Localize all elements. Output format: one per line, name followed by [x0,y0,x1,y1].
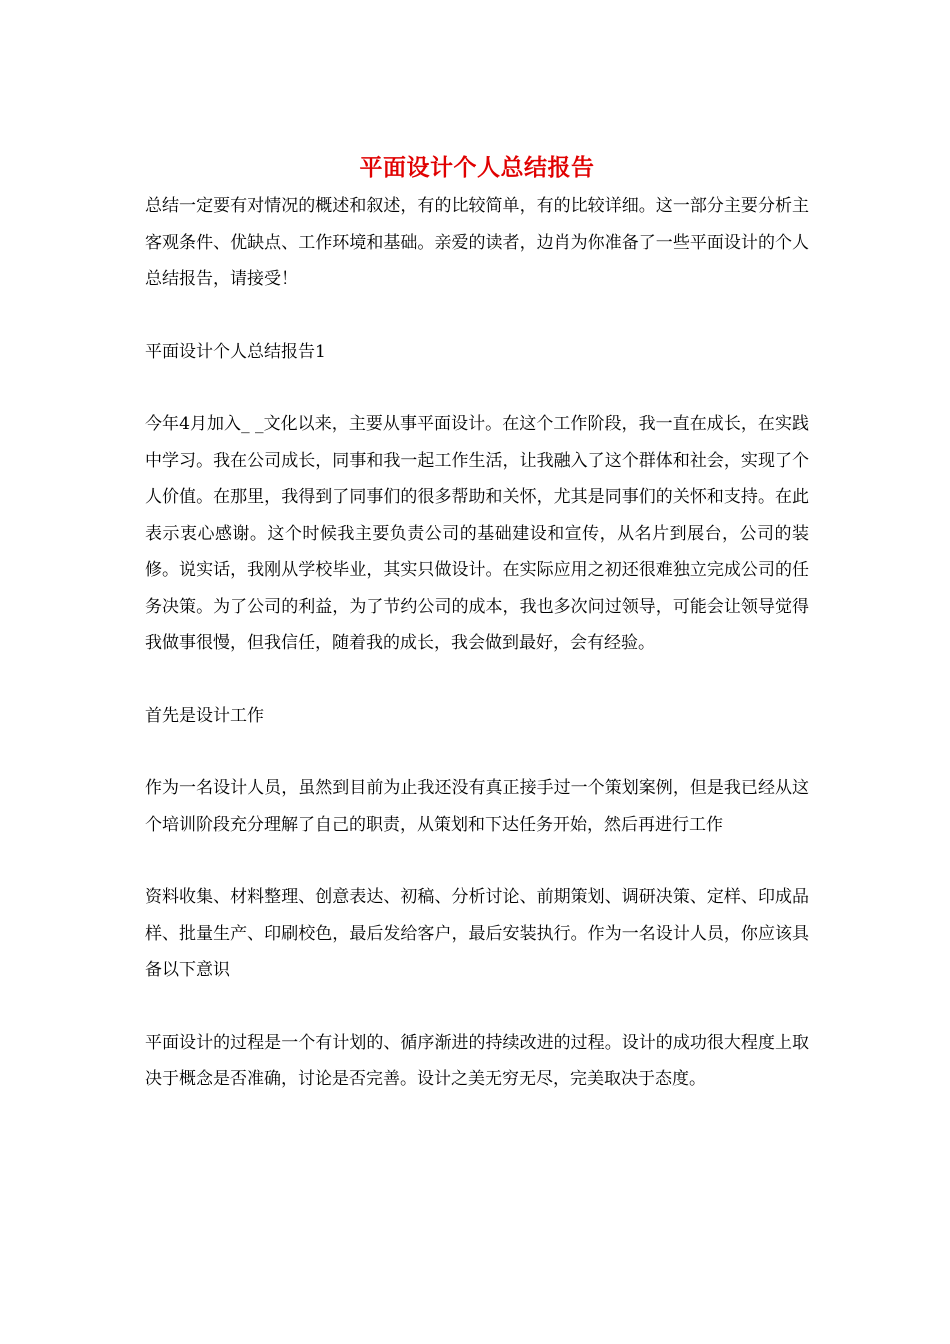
body-paragraph-process: 平面设计的过程是一个有计划的、循序渐进的持续改进的过程。设计的成功很大程度上取决于概念是否准确，讨论是否完善。设计之美无穷无尽，完美取决于态度。 [145,1032,809,1089]
body-paragraph-experience: 今年4月加入_ _文化以来，主要从事平面设计。在这个工作阶段，我一直在成长，在实践中学习。我在公司成长，同事和我一起工作生活，让我融入了这个群体和社会，实现了个人价值。在那里，我得到了同事们的很多帮助和关怀，尤其是同事们的关怀和支持。在此表示衷心感谢。这个时候我主要负责公司的基础建设和宣传，从名片到展台，公司的装修。说实话，我刚从学校毕业，其实只做设计。在实际应用之初还很难独立完成公司的任务决策。为了公司的利益，为了节约公司的成本，我也多次问过领导，可能会让领导觉得我做事很慢，但我信任，随着我的成长，我会做到最好，会有经验。 [145,414,809,653]
body-paragraph-role: 作为一名设计人员，虽然到目前为止我还没有真正接手过一个策划案例，但是我已经从这个培训阶段充分理解了自己的职责，从策划和下达任务开始，然后再进行工作 [145,778,809,835]
body-paragraph-workflow: 资料收集、材料整理、创意表达、初稿、分析讨论、前期策划、调研决策、定样、印成品样、批量生产、印刷校色，最后发给客户，最后安装执行。作为一名设计人员，你应该具备以下意识 [145,887,809,980]
intro-paragraph: 总结一定要有对情况的概述和叙述，有的比较简单，有的比较详细。这一部分主要分析主客观条件、优缺点、工作环境和基础。亲爱的读者，边肖为你准备了一些平面设计的个人总结报告，请接受！ [145,196,809,289]
section-heading-report-1: 平面设计个人总结报告1 [145,341,326,362]
document-title: 平面设计个人总结报告 [359,154,595,181]
section-heading-design-work: 首先是设计工作 [145,705,264,726]
document-body [145,150,809,1134]
